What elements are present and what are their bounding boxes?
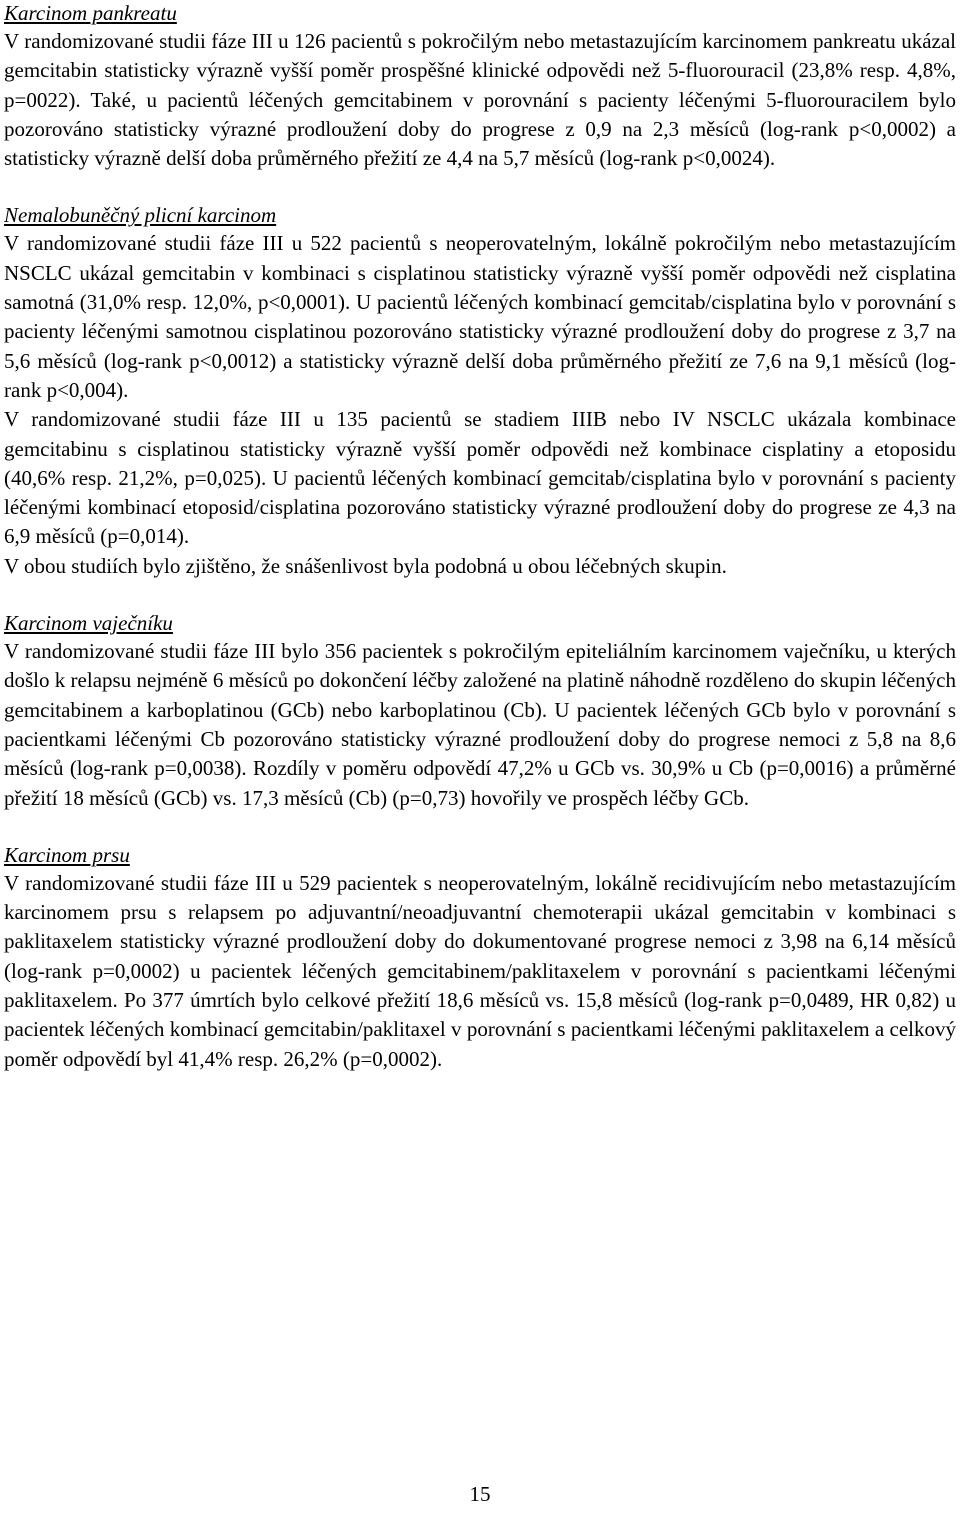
paragraph: V randomizované studii fáze III u 135 pacientů se stadiem IIIB nebo IV NSCLC ukázala kombinace gemcitabinu s cisplatinou statisticky výrazně vyšší poměr odpovědi než kombinace cisplatiny a etoposidu (40,6% resp. 21,2%, p=0,025). U pacientů léčených kombinací gemcitab/cisplatina bylo v porovnání s pacienty léčenými kombinací etoposid/cisplatina pozorováno statisticky výrazné prodloužení doby do progrese ze 4,3 na 6,9 měsíců (p=0,014). bbox=[4, 407, 956, 549]
section-heading: Karcinom vaječníku bbox=[4, 611, 173, 636]
section-pancreatic-cancer bbox=[4, 0, 956, 173]
paragraph: V randomizované studii fáze III u 126 pacientů s pokročilým nebo metastazujícím karcinomem pankreatu ukázal gemcitabin statisticky výrazně vyšší poměr prospěšné klinické odpovědi než 5-fluorouracil (23,8% resp. 4,8%, p=0022). Také, u pacientů léčených gemcitabinem v porovnání s pacienty léčenými 5-fluorouracilem bylo pozorováno statisticky výrazné prodloužení doby do progrese z 0,9 na 2,3 měsíců (log-rank p<0,0002) a statisticky výrazně delší doba průměrného přežití ze 4,4 na 5,7 měsíců (log-rank p<0,0024). bbox=[4, 29, 956, 171]
section-spacer bbox=[4, 173, 956, 202]
section-heading: Nemalobuněčný plicní karcinom bbox=[4, 203, 277, 228]
section-spacer bbox=[4, 813, 956, 842]
section-heading: Karcinom pankreatu bbox=[4, 1, 177, 25]
paragraph: V randomizované studii fáze III bylo 356 pacientek s pokročilým epiteliálním karcinomem vaječníku, u kterých došlo k relapsu nejméně 6 měsíců po dokončení léčby založené na platině náhodně rozděleno do skupin léčených gemcitabinem a karboplatinou (GCb) nebo karboplatinou (Cb). U pacientek léčených GCb bylo v porovnání s pacientkami léčenými Cb pozorováno statisticky výrazné prodloužení doby do progrese nemoci z 5,8 na 8,6 měsíců (log-rank p=0,0038). Rozdíly v poměru odpovědí 47,2% u GCb vs. 30,9% u Cb (p=0,0016) a průměrné přežití 18 měsíců (GCb) vs. 17,3 měsíců (Cb) (p=0,73) hovořily ve prospěch léčby GCb. bbox=[4, 639, 956, 810]
section-heading: Karcinom prsu bbox=[4, 842, 130, 867]
document-page bbox=[4, 0, 956, 1074]
section-spacer bbox=[4, 581, 956, 610]
section-breast-cancer bbox=[4, 842, 956, 1074]
page-number: 15 bbox=[469, 1482, 491, 1506]
paragraph: V randomizované studii fáze III u 522 pacientů s neoperovatelným, lokálně pokročilým nebo metastazujícím NSCLC ukázal gemcitabin v kombinaci s cisplatinou statisticky výrazně vyšší poměr odpovědi než cisplatina samotná (31,0% resp. 12,0%, p<0,0001). U pacientů léčených kombinací gemcitab/cisplatina bylo v porovnání s pacienty léčenými samotnou cisplatinou pozorováno statisticky výrazné prodloužení doby do progrese z 3,7 na 5,6 měsíců (log-rank p<0,0012) a statisticky výrazně delší doba průměrného přežití ze 7,6 na 9,1 měsíců (log-rank p<0,004). bbox=[4, 231, 956, 402]
paragraph: V obou studiích bylo zjištěno, že snášenlivost byla podobná u obou léčebných skupin. bbox=[4, 553, 727, 578]
paragraph: V randomizované studii fáze III u 529 pacientek s neoperovatelným, lokálně recidivujícím nebo metastazujícím karcinomem prsu s relapsem po adjuvantní/neoadjuvantní chemoterapii ukázal gemcitabin v kombinaci s paklitaxelem statisticky výrazné prodloužení doby do dokumentované progrese nemoci z 3,98 na 6,14 měsíců (log-rank p=0,0002) u pacientek léčených gemcitabinem/paklitaxelem v porovnání s pacientkami léčenými paklitaxelem. Po 377 úmrtích bylo celkové přežití 18,6 měsíců vs. 15,8 měsíců (log-rank p=0,0489, HR 0,82) u pacientek léčených kombinací gemcitabin/paklitaxel v porovnání s pacientkami léčenými paklitaxelem a celkový poměr odpovědí byl 41,4% resp. 26,2% (p=0,0002). bbox=[4, 870, 956, 1071]
section-nsclc bbox=[4, 202, 956, 581]
section-ovarian-cancer bbox=[4, 610, 956, 813]
